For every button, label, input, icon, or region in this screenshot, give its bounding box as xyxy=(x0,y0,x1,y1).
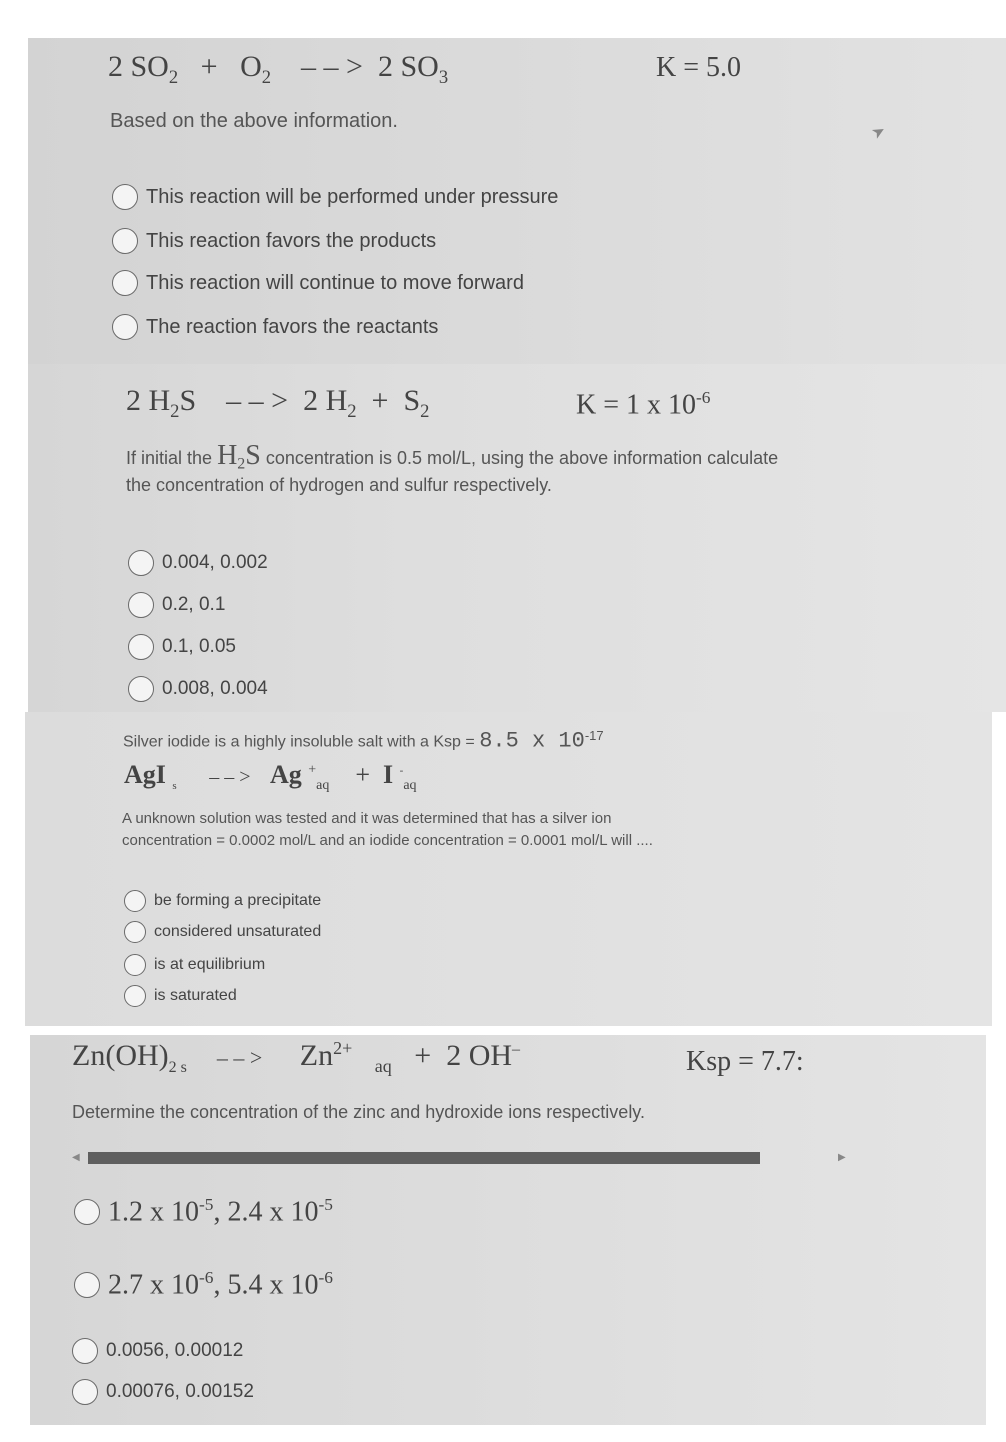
scroll-left-icon[interactable]: ◀ xyxy=(72,1152,80,1163)
radio-button[interactable] xyxy=(74,1199,100,1225)
q4-ksp-value: Ksp = 7.7: xyxy=(686,1046,804,1077)
radio-button[interactable] xyxy=(128,550,154,576)
radio-button[interactable] xyxy=(128,676,154,702)
radio-button[interactable] xyxy=(112,270,138,296)
q2-option[interactable]: 0.004, 0.002 xyxy=(128,550,268,576)
q2-k-value: K = 1 x $10^{-6}$ xyxy=(576,388,711,421)
radio-button[interactable] xyxy=(124,921,146,943)
q2-option[interactable]: 0.008, 0.004 xyxy=(128,676,268,702)
radio-button[interactable] xyxy=(112,184,138,210)
radio-button[interactable] xyxy=(124,954,146,976)
scroll-right-icon[interactable]: ▶ xyxy=(838,1152,846,1163)
q4-option[interactable]: 2.7 x $10^{-6}$, 5.4 x $10^{-6}$ xyxy=(74,1268,333,1301)
q3-option[interactable]: is saturated xyxy=(124,985,237,1007)
q3-prompt-line1: A unknown solution was tested and it was determined that has a silver ion xyxy=(122,810,612,827)
q2-prompt-line1: If initial the $H_2S$ concentration is 0.5 mol/L, using the above information calculate xyxy=(126,440,779,473)
q1-option[interactable]: This reaction favors the products xyxy=(112,228,436,254)
q3-prompt-line2: concentration = 0.0002 mol/L and an iodide concentration = 0.0001 mol/L will .... xyxy=(122,832,653,849)
radio-button[interactable] xyxy=(128,634,154,660)
q2-option[interactable]: 0.2, 0.1 xyxy=(128,592,225,618)
radio-button[interactable] xyxy=(124,890,146,912)
q4-option[interactable]: 0.0056, 0.00012 xyxy=(72,1338,243,1364)
q4-equation: $Zn(OH)_{2 s}$ – – > $Zn^{2+}$ $_{aq}$ + 2 OH– xyxy=(72,1038,521,1076)
radio-button[interactable] xyxy=(74,1272,100,1298)
radio-button[interactable] xyxy=(124,985,146,1007)
q3-option[interactable]: is at equilibrium xyxy=(124,954,265,976)
q1-option[interactable]: This reaction will be performed under pressure xyxy=(112,184,558,210)
q1-option[interactable]: The reaction favors the reactants xyxy=(112,314,438,340)
q1-prompt: Based on the above information. xyxy=(110,110,398,132)
radio-button[interactable] xyxy=(128,592,154,618)
radio-button[interactable] xyxy=(72,1338,98,1364)
q2-prompt-line2: the concentration of hydrogen and sulfur respectively. xyxy=(126,475,552,495)
q3-equation: AgI $_s$ – – > Ag +$_{aq}$ + I -$_{aq}$ xyxy=(124,760,417,794)
q1-option[interactable]: This reaction will continue to move forward xyxy=(112,270,524,296)
q4-prompt: Determine the concentration of the zinc and hydroxide ions respectively. xyxy=(72,1102,645,1122)
horizontal-scrollbar[interactable] xyxy=(88,1152,760,1164)
question-panel-4 xyxy=(30,1035,986,1425)
q4-option[interactable]: 0.00076, 0.00152 xyxy=(72,1379,254,1405)
q4-option[interactable]: 1.2 x $10^{-5}$, 2.4 x $10^{-5}$ xyxy=(74,1195,333,1228)
radio-button[interactable] xyxy=(72,1379,98,1405)
q2-equation: 2 $H_2S$ – – > 2 $H_2 + S_2$ xyxy=(126,384,430,422)
radio-button[interactable] xyxy=(112,228,138,254)
q3-intro: Silver iodide is a highly insoluble salt with a Ksp = 8.5 x $10^{-17}$ xyxy=(123,728,604,754)
q3-option[interactable]: considered unsaturated xyxy=(124,921,321,943)
q3-option[interactable]: be forming a precipitate xyxy=(124,890,321,912)
q1-equation: 2 $SO_2$ + $O_2$ – – > 2 $SO_3$ xyxy=(108,50,449,88)
cursor-icon: ➤ xyxy=(868,121,890,144)
q2-option[interactable]: 0.1, 0.05 xyxy=(128,634,236,660)
q1-k-value: K = 5.0 xyxy=(656,52,742,83)
radio-button[interactable] xyxy=(112,314,138,340)
